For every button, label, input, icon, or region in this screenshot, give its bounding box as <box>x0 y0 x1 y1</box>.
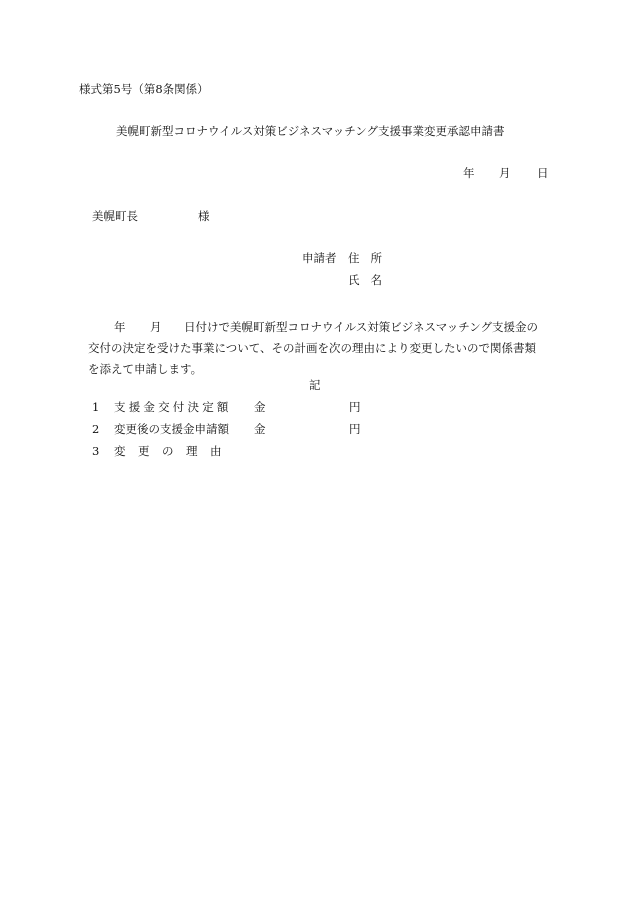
body-line-1-text: 日付けで美幌町新型コロナウイルス対策ビジネスマッチング支援金の <box>184 320 538 334</box>
date-line <box>463 168 549 180</box>
item-row <box>92 424 361 436</box>
date-month-label: 月 <box>499 166 511 180</box>
addressee-name: 美幌町長 <box>92 209 138 223</box>
item-number: 1 <box>92 400 100 414</box>
item-kin: 金 <box>254 400 266 414</box>
item-unit: 円 <box>349 400 361 414</box>
addressee <box>92 211 210 223</box>
body-paragraph <box>88 317 558 380</box>
item-label: 変更の理由 <box>114 444 234 458</box>
body-line-2: 交付の決定を受けた事業について、その計画を次の理由により変更したいので関係書類 <box>88 341 537 355</box>
item-label: 支援金交付決定額 <box>114 400 232 414</box>
item-number: 3 <box>92 444 100 458</box>
date-year-label: 年 <box>463 166 475 180</box>
applicant-label: 申請者 <box>302 251 337 265</box>
form-number: 様式第5号（第8条関係） <box>79 82 209 96</box>
ki-heading: 記 <box>309 378 321 392</box>
addressee-honorific: 様 <box>198 209 210 223</box>
body-line-1 <box>88 317 558 338</box>
body-month-label: 月 <box>150 320 162 334</box>
body-year-label: 年 <box>114 320 126 334</box>
item-row <box>92 446 254 458</box>
item-kin: 金 <box>254 422 266 436</box>
applicant-block <box>302 253 393 265</box>
item-unit: 円 <box>349 422 361 436</box>
item-label: 変更後の支援金申請額 <box>114 422 229 436</box>
item-row <box>92 402 361 414</box>
document-title: 美幌町新型コロナウイルス対策ビジネスマッチング支援事業変更承認申請書 <box>116 124 505 138</box>
date-day-label: 日 <box>537 166 549 180</box>
item-number: 2 <box>92 422 100 436</box>
body-line-3: を添えて申請します。 <box>88 362 203 376</box>
name-label: 氏名 <box>348 273 393 287</box>
address-label: 住所 <box>348 251 393 265</box>
